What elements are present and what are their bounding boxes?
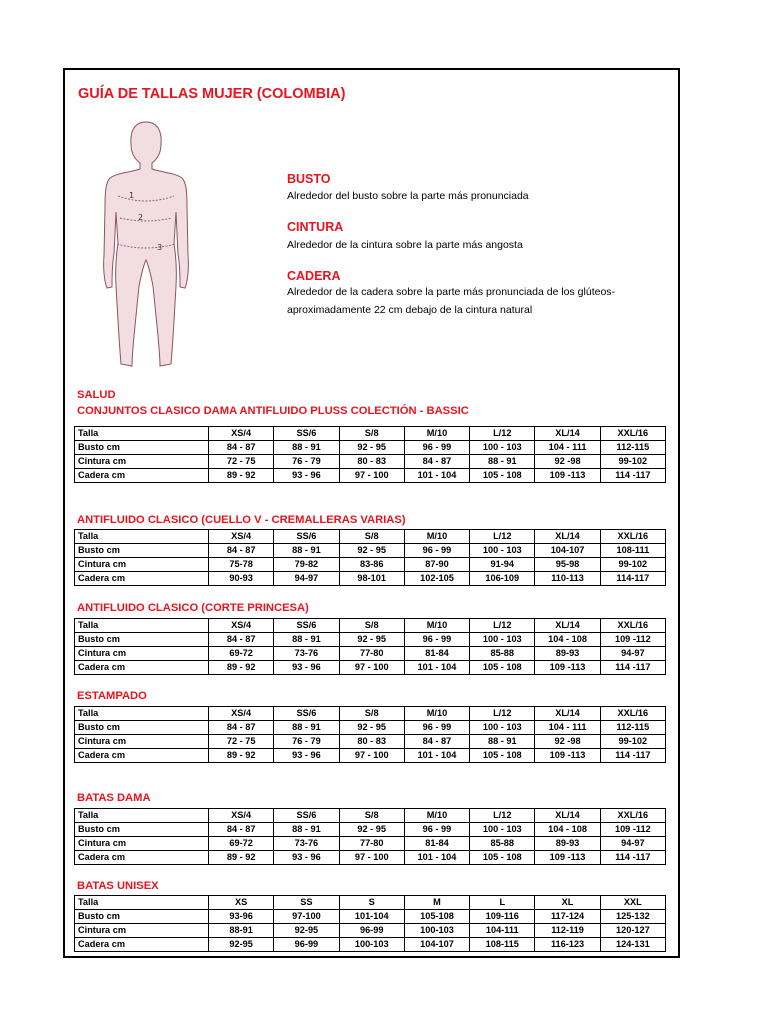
page-title: GUÍA DE TALLAS MUJER (COLOMBIA) (78, 86, 346, 102)
cadera-title: CADERA (287, 269, 341, 283)
table-row: Talla XS/4 SS/6 S/8 M/10 L/12 XL/14 XXL/16 (75, 427, 666, 441)
table-row: Busto cm 93-96 97-100 101-104 105-108 109-116 117-124 125-132 (75, 910, 666, 924)
section-title-salud: SALUD (77, 389, 116, 401)
size-table-estampado (74, 706, 666, 763)
table-row: Busto cm 84 - 87 88 - 91 92 - 95 96 - 99 100 - 103 104 - 108 109 -112 (75, 823, 666, 837)
table-row: Busto cm 84 - 87 88 - 91 92 - 95 96 - 99 100 - 103 104 - 111 112-115 (75, 441, 666, 455)
section-title-batas-unisex: BATAS UNISEX (77, 880, 159, 892)
section-title-corte-princesa: ANTIFLUIDO CLASICO (CORTE PRINCESA) (77, 602, 309, 614)
marker-2: 2 (138, 213, 144, 222)
table-row: Cadera cm 89 - 92 93 - 96 97 - 100 101 - 104 105 - 108 109 -113 114 -117 (75, 469, 666, 483)
size-table-conjuntos (74, 426, 666, 483)
cintura-title: CINTURA (287, 220, 344, 234)
table-row: Talla XS/4 SS/6 S/8 M/10 L/12 XL/14 XXL/16 (75, 809, 666, 823)
table-row: Cadera cm 89 - 92 93 - 96 97 - 100 101 - 104 105 - 108 109 -113 114 -117 (75, 749, 666, 763)
section-title-estampado: ESTAMPADO (77, 690, 147, 702)
body-figure-illustration (96, 116, 196, 371)
busto-title: BUSTO (287, 172, 331, 186)
marker-3: 3 (157, 243, 163, 252)
table-row: Talla XS/4 SS/6 S/8 M/10 L/12 XL/14 XXL/16 (75, 530, 666, 544)
table-row: Cintura cm 72 - 75 76 - 79 80 - 83 84 - 87 88 - 91 92 -98 99-102 (75, 455, 666, 469)
table-row: Cadera cm 90-93 94-97 98-101 102-105 106-109 110-113 114-117 (75, 572, 666, 586)
table-row: Talla XS/4 SS/6 S/8 M/10 L/12 XL/14 XXL/16 (75, 707, 666, 721)
table-row: Cintura cm 69-72 73-76 77-80 81-84 85-88 89-93 94-97 (75, 647, 666, 661)
table-row: Cadera cm 92-95 96-99 100-103 104-107 108-115 116-123 124-131 (75, 938, 666, 952)
table-row: Talla XS/4 SS/6 S/8 M/10 L/12 XL/14 XXL/16 (75, 619, 666, 633)
size-table-corte-princesa (74, 618, 666, 675)
size-table-batas-dama (74, 808, 666, 865)
table-row: Busto cm 84 - 87 88 - 91 92 - 95 96 - 99 100 - 103 104-107 108-111 (75, 544, 666, 558)
table-row: Cadera cm 89 - 92 93 - 96 97 - 100 101 - 104 105 - 108 109 -113 114 -117 (75, 661, 666, 675)
marker-1: 1 (129, 191, 135, 200)
busto-description: Alrededor del busto sobre la parte más pronunciada (287, 190, 529, 202)
cintura-description: Alrededor de la cintura sobre la parte más angosta (287, 239, 523, 251)
table-row: Cintura cm 72 - 75 76 - 79 80 - 83 84 - 87 88 - 91 92 -98 99-102 (75, 735, 666, 749)
table-row: Cadera cm 89 - 92 93 - 96 97 - 100 101 - 104 105 - 108 109 -113 114 -117 (75, 851, 666, 865)
section-subtitle-conjuntos: CONJUNTOS CLASICO DAMA ANTIFLUIDO PLUSS COLECTIÓN - BASSIC (77, 405, 469, 417)
size-table-batas-unisex (74, 895, 666, 952)
table-row: Cintura cm 75-78 79-82 83-86 87-90 91-94 95-98 99-102 (75, 558, 666, 572)
table-row: Busto cm 84 - 87 88 - 91 92 - 95 96 - 99 100 - 103 104 - 111 112-115 (75, 721, 666, 735)
table-row: Talla XS SS S M L XL XXL (75, 896, 666, 910)
table-row: Cintura cm 88-91 92-95 96-99 100-103 104-111 112-119 120-127 (75, 924, 666, 938)
size-table-cuello-v (74, 529, 666, 586)
table-row: Cintura cm 69-72 73-76 77-80 81-84 85-88 89-93 94-97 (75, 837, 666, 851)
table-row: Busto cm 84 - 87 88 - 91 92 - 95 96 - 99 100 - 103 104 - 108 109 -112 (75, 633, 666, 647)
cadera-description: Alrededor de la cadera sobre la parte más pronunciada de los glúteos- aproximadamente 22 cm debajo de la cintura natural (287, 286, 616, 316)
section-title-cuello-v: ANTIFLUIDO CLASICO (CUELLO V - CREMALLERAS VARIAS) (77, 514, 406, 526)
section-title-batas-dama: BATAS DAMA (77, 792, 151, 804)
